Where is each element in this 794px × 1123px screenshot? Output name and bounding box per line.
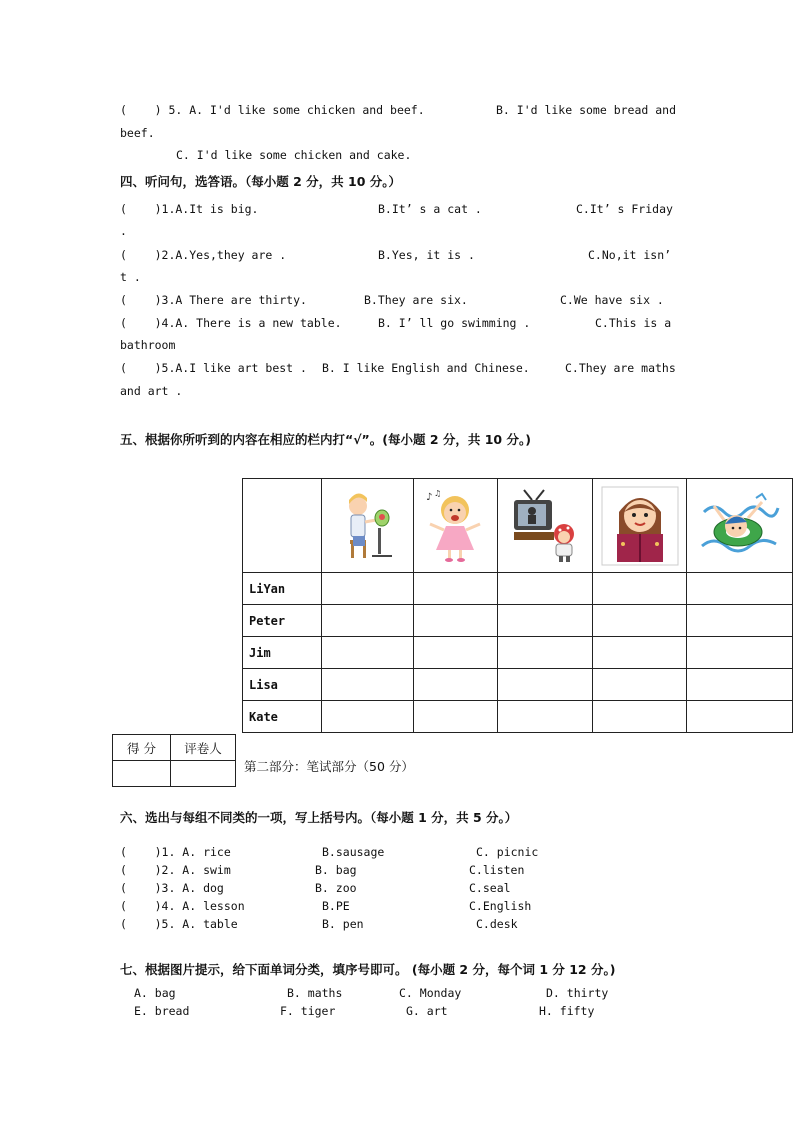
row-name-peter: Peter [243, 605, 322, 637]
tick-cell[interactable] [498, 701, 593, 733]
s6-q3-a: ( )3. A. dog [120, 881, 224, 895]
tick-cell[interactable] [413, 573, 498, 605]
part2-title: 第二部分：笔试部分（50 分） [244, 759, 414, 774]
s6-q4-c: C.English [469, 899, 532, 913]
s6-q1-a: ( )1. A. rice [120, 845, 231, 859]
s7-word-h: H. fifty [539, 1004, 595, 1018]
s4-q5-a: ( )5.A.I like art best . [120, 361, 307, 375]
score-label: 得 分 [113, 735, 171, 761]
picture-cell-3 [498, 479, 593, 573]
tick-cell[interactable] [593, 637, 687, 669]
svg-text:♪: ♪ [426, 491, 433, 503]
s6-q4-b: B.PE [322, 899, 350, 913]
s4-q5-c: C.They are maths [565, 361, 676, 375]
s6-q5-a: ( )5. A. table [120, 917, 238, 931]
picture-cell-1 [321, 479, 413, 573]
s6-q1-b: B.sausage [322, 845, 385, 859]
s4-q2-b: B.Yes, it is . [378, 248, 475, 262]
s4-q3-a: ( )3.A There are thirty. [120, 293, 307, 307]
tick-cell[interactable] [498, 605, 593, 637]
tick-cell[interactable] [321, 701, 413, 733]
tick-cell[interactable] [593, 669, 687, 701]
s4-q2-wrap: t . [120, 270, 141, 284]
svg-text:♫: ♫ [434, 488, 442, 498]
q5-option-a: ( ) 5. A. I'd like some chicken and beef. [120, 103, 425, 117]
s4-q5-b: B. I like English and Chinese. [322, 361, 530, 375]
header-blank-cell [243, 479, 322, 573]
s7-word-a: A. bag [134, 986, 176, 1000]
score-box [112, 734, 236, 787]
tick-cell[interactable] [593, 701, 687, 733]
s4-q4-c: C.This is a [595, 316, 672, 330]
score-input-cell[interactable] [113, 761, 171, 787]
s6-q2-b: B. bag [315, 863, 357, 877]
tick-cell[interactable] [687, 605, 793, 637]
tick-cell[interactable] [498, 637, 593, 669]
tick-cell[interactable] [593, 605, 687, 637]
s4-q1-a: ( )1.A.It is big. [120, 202, 259, 216]
tick-cell[interactable] [321, 605, 413, 637]
section6-title: 六、选出与每组不同类的一项，写上括号内。（每小题 1 分，共 5 分。） [120, 810, 518, 825]
tick-cell[interactable] [593, 573, 687, 605]
s6-q3-c: C.seal [469, 881, 511, 895]
s4-q3-b: B.They are six. [364, 293, 468, 307]
s4-q1-c: C.It’ s Friday [576, 202, 673, 216]
s7-word-c: C. Monday [399, 986, 462, 1000]
s7-word-b: B. maths [287, 986, 343, 1000]
girl-reading-icon [601, 486, 679, 566]
s6-q2-a: ( )2. A. swim [120, 863, 231, 877]
section7-title: 七、根据图片提示，给下面单词分类，填序号即可。 (每小题 2 分，每个词 1 分 12 分。) [120, 962, 616, 977]
s4-q2-a: ( )2.A.Yes,they are . [120, 248, 287, 262]
s7-word-f: F. tiger [280, 1004, 336, 1018]
s4-q1-wrap: . [120, 224, 127, 238]
tick-cell[interactable] [321, 669, 413, 701]
tick-cell[interactable] [687, 669, 793, 701]
s7-word-e: E. bread [134, 1004, 190, 1018]
s4-q2-c: C.No,it isn’ [588, 248, 672, 262]
picture-cell-2 [413, 479, 498, 573]
s4-q5-wrap: and art . [120, 384, 183, 398]
tick-cell[interactable] [687, 637, 793, 669]
row-name-liyan: LiYan [243, 573, 322, 605]
s4-q4-wrap: bathroom [120, 338, 176, 352]
s6-q4-a: ( )4. A. lesson [120, 899, 245, 913]
tick-cell[interactable] [413, 669, 498, 701]
s4-q4-a: ( )4.A. There is a new table. [120, 316, 342, 330]
tick-cell[interactable] [413, 637, 498, 669]
s6-q2-c: C.listen [469, 863, 525, 877]
boy-swimming-icon [700, 492, 780, 560]
listening-tick-table [242, 478, 793, 733]
q5-option-c: C. I'd like some chicken and cake. [176, 148, 412, 162]
girl-watching-tv-icon [510, 488, 580, 564]
tick-cell[interactable] [498, 669, 593, 701]
section5-title: 五、根据你所听到的内容在相应的栏内打“√”。(每小题 2 分，共 10 分。) [120, 432, 531, 447]
picture-cell-5 [687, 479, 793, 573]
row-name-lisa: Lisa [243, 669, 322, 701]
grader-label: 评卷人 [171, 735, 236, 761]
tick-cell[interactable] [321, 637, 413, 669]
s4-q3-c: C.We have six . [560, 293, 664, 307]
q5-option-b-wrap: beef. [120, 126, 155, 140]
row-name-kate: Kate [243, 701, 322, 733]
s6-q5-c: C.desk [476, 917, 518, 931]
s6-q3-b: B. zoo [315, 881, 357, 895]
tick-cell[interactable] [321, 573, 413, 605]
boy-painting-icon [336, 490, 398, 562]
tick-cell[interactable] [687, 701, 793, 733]
s7-word-g: G. art [406, 1004, 448, 1018]
s4-q1-b: B.It’ s a cat . [378, 202, 482, 216]
s7-word-d: D. thirty [546, 986, 609, 1000]
picture-cell-4 [593, 479, 687, 573]
tick-cell[interactable] [413, 701, 498, 733]
s4-q4-b: B. I’ ll go swimming . [378, 316, 531, 330]
tick-cell[interactable] [498, 573, 593, 605]
s6-q1-c: C. picnic [476, 845, 539, 859]
tick-cell[interactable] [413, 605, 498, 637]
row-name-jim: Jim [243, 637, 322, 669]
grader-input-cell[interactable] [171, 761, 236, 787]
girl-singing-icon [422, 488, 488, 564]
s6-q5-b: B. pen [322, 917, 364, 931]
q5-option-b: B. I'd like some bread and [496, 103, 677, 117]
tick-cell[interactable] [687, 573, 793, 605]
section4-title: 四、听问句，选答语。（每小题 2 分，共 10 分。） [120, 174, 402, 189]
